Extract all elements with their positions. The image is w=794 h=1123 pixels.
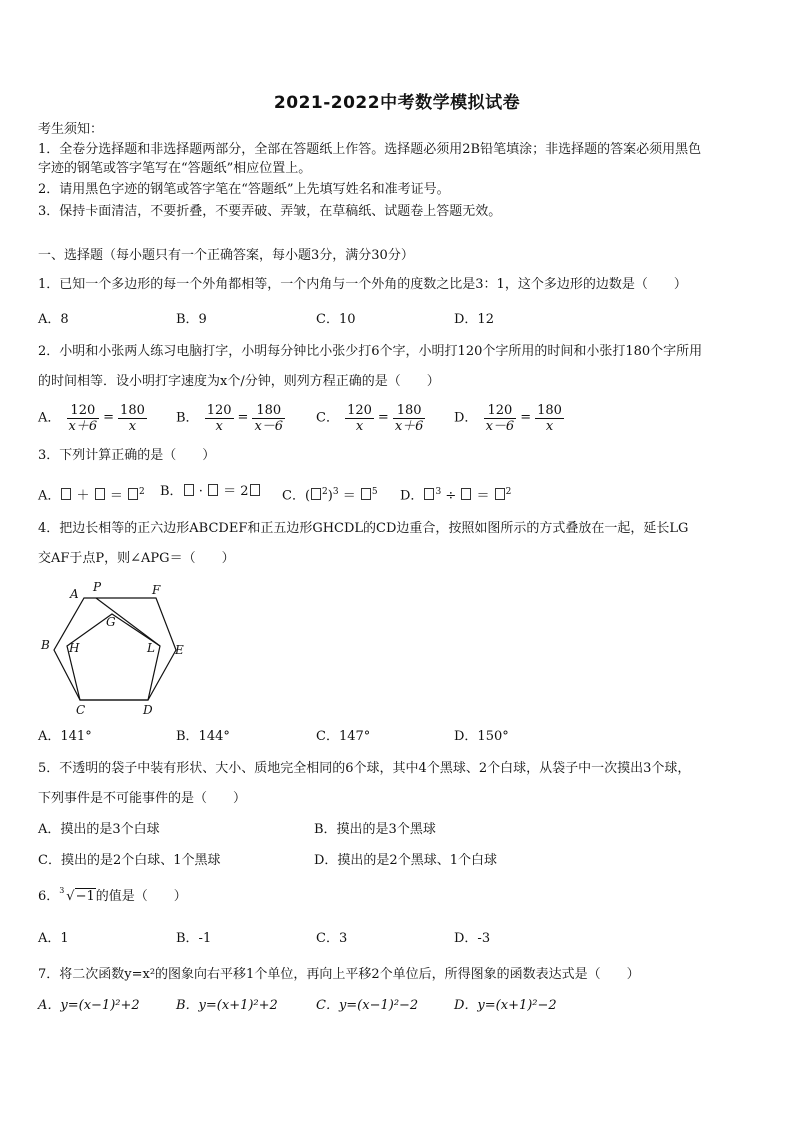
question-4-stem-line-2: 交AF于点P，则∠APG＝（ ）: [38, 551, 235, 566]
equals-sign: ＝: [342, 488, 356, 504]
placeholder-box: [424, 488, 434, 500]
question-4-options: [38, 726, 758, 748]
option-b: B．摸出的是3个黑球: [314, 822, 436, 837]
close-paren: ): [327, 488, 333, 504]
notice-item-1-line-1: 1．全卷分选择题和非选择题两部分，全部在答题纸上作答。选择题必须用2B铅笔填涂；非选择题的答案必须用黑色: [38, 142, 702, 157]
placeholder-box: [61, 488, 71, 500]
option-a: A．141°: [38, 729, 92, 744]
option-b-label: B．: [176, 410, 199, 426]
numerator: 180: [393, 403, 426, 419]
option-c-label: C．: [316, 410, 339, 426]
exponent: 3: [332, 487, 339, 497]
fraction: [484, 403, 517, 434]
numerator: 180: [252, 403, 285, 419]
option-a: A．摸出的是3个白球: [38, 822, 160, 837]
fraction: [67, 403, 100, 434]
exponent: 3: [435, 487, 442, 497]
exponent: 2: [322, 487, 328, 497]
numerator: 120: [67, 403, 100, 419]
option-b: B．-1: [176, 931, 212, 946]
fraction: [393, 403, 426, 434]
fraction: [535, 403, 564, 434]
radicand: −1: [75, 889, 95, 904]
cube-root: 3 √−1: [59, 882, 95, 912]
denominator: x＋6: [394, 418, 424, 434]
equals-sign: ＝: [109, 488, 123, 504]
question-6-suffix: 的值是（ ）: [95, 889, 187, 904]
coefficient: 2: [240, 484, 249, 499]
point-label-f: F: [152, 583, 161, 597]
equals-sign: =: [237, 410, 249, 425]
question-7-options: [38, 995, 758, 1017]
placeholder-box: [208, 484, 218, 496]
option-a: A．8: [38, 312, 69, 327]
placeholder-box: [495, 488, 505, 500]
plus-sign: ＋: [76, 488, 90, 504]
denominator: x: [215, 418, 223, 434]
divide-sign: ÷: [445, 488, 457, 504]
fraction: [252, 403, 285, 434]
equals-sign: ＝: [476, 488, 490, 504]
question-1-options: [38, 309, 758, 331]
question-6-number: 6．: [38, 889, 60, 904]
option-a: [38, 398, 149, 439]
option-d: D．12: [454, 312, 494, 327]
fraction: [345, 403, 374, 434]
denominator: x－6: [254, 418, 284, 434]
option-c: C．147°: [316, 729, 371, 744]
question-5-options-row-1: [38, 819, 758, 841]
notice-item-3: 3．保持卡面清洁，不要折叠，不要弄破、弄皱，在草稿纸、试题卷上答题无效。: [38, 204, 502, 219]
question-5-stem-line-1: 5．不透明的袋子中装有形状、大小、质地完全相同的6个球，其中4个黑球、2个白球，从袋子中一次摸出3个球，: [38, 761, 691, 776]
option-b: B．144°: [176, 729, 230, 744]
fraction: [205, 403, 234, 434]
option-a-label: A．: [38, 410, 61, 426]
exponent: 5: [371, 487, 378, 497]
option-a: A．y=(x−1)²+2: [38, 998, 140, 1013]
option-b: B．y=(x+1)²+2: [176, 998, 278, 1013]
denominator: x: [355, 418, 364, 434]
placeholder-box: [250, 484, 260, 496]
notice-heading: 考生须知：: [38, 122, 104, 137]
point-label-e: E: [175, 643, 184, 657]
question-6-options: [38, 928, 758, 950]
question-7-stem: 7．将二次函数y=x²的图象向右平移1个单位，再向上平移2个单位后，所得图象的函数表达式是（ ）: [38, 967, 640, 982]
question-5-stem-line-2: 下列事件是不可能事件的是（ ）: [38, 791, 247, 806]
option-c: [316, 398, 427, 439]
question-2-options: [38, 398, 758, 438]
option-a: A．1: [38, 931, 69, 946]
section-heading: 一、选择题（每小题只有一个正确答案，每小题3分，满分30分）: [38, 248, 414, 263]
placeholder-box: [128, 488, 138, 500]
numerator: 120: [206, 402, 232, 418]
option-d: D．-3: [454, 931, 491, 946]
placeholder-box: [311, 488, 321, 500]
point-label-c: C: [76, 703, 86, 717]
option-c: C．10: [316, 312, 356, 327]
point-label-a: A: [70, 587, 79, 601]
option-d-label: D．: [454, 410, 478, 426]
equals-sign: =: [520, 410, 532, 425]
exponent: 2: [138, 487, 145, 497]
hexagon-pentagon-figure: [36, 578, 196, 718]
point-label-b: B: [41, 638, 50, 652]
question-2-stem-line-2: 的时间相等．设小明打字速度为x个/分钟，则列方程正确的是（ ）: [38, 374, 440, 389]
option-c-label: C．: [282, 488, 305, 504]
option-b: [176, 398, 287, 439]
fraction: [118, 403, 147, 434]
point-label-g: G: [106, 615, 116, 629]
point-label-d: D: [143, 703, 153, 717]
option-d: D．150°: [454, 729, 509, 744]
root-index: 3: [59, 886, 65, 895]
option-c: C．摸出的是2个白球、1个黑球: [38, 853, 221, 868]
placeholder-box: [461, 488, 471, 500]
placeholder-box: [95, 488, 105, 500]
notice-item-2: 2．请用黑色字迹的钢笔或答字笔在“答题纸”上先填写姓名和准考证号。: [38, 182, 450, 197]
question-4-stem-line-1: 4．把边长相等的正六边形ABCDEF和正五边形GHCDL的CD边重合，按照如图所示的方式叠放在一起，延长LG: [38, 521, 689, 536]
question-2-stem-line-1: 2．小明和小张两人练习电脑打字，小明每分钟比小张少打6个字，小明打120个字所用的时间和小张打180个字所用: [38, 344, 703, 359]
point-label-h: H: [69, 641, 80, 655]
question-1-stem: 1．已知一个多边形的每一个外角都相等，一个内角与一个外角的度数之比是3：1，这个多边形的边数是（ ）: [38, 277, 687, 292]
placeholder-box: [361, 488, 371, 500]
notice-item-1-line-2: 字迹的钢笔或答字笔写在“答题纸”相应位置上。: [38, 161, 312, 176]
option-c: C．y=(x−1)²−2: [316, 998, 419, 1013]
question-3-stem: 3．下列计算正确的是（ ）: [38, 448, 216, 463]
denominator: x: [545, 418, 554, 434]
option-c: C．3: [316, 931, 348, 946]
option-d: D．摸出的是2个黑球、1个白球: [314, 853, 497, 868]
numerator: 180: [120, 402, 145, 418]
numerator: 180: [537, 402, 562, 418]
exponent: 2: [505, 487, 512, 497]
page-title: 2021-2022中考数学模拟试卷: [273, 93, 521, 113]
denominator: x: [128, 418, 137, 434]
option-c: [282, 481, 378, 507]
equals-sign: ＝: [223, 484, 237, 499]
numerator: 120: [347, 402, 372, 418]
option-d-label: D．: [400, 488, 424, 504]
option-b-label: B．: [160, 484, 183, 499]
open-paren: (: [304, 488, 311, 504]
point-label-p: P: [93, 580, 102, 594]
dot-sign: ·: [198, 484, 203, 499]
option-d: [400, 481, 511, 507]
equals-sign: =: [103, 410, 115, 425]
question-3-options: [38, 481, 758, 503]
option-b: [160, 481, 261, 503]
denominator: x＋6: [68, 418, 98, 434]
equals-sign: =: [377, 410, 389, 425]
question-5-options-row-2: [38, 850, 758, 872]
question-6-stem: [38, 882, 758, 912]
option-d: [454, 398, 566, 439]
denominator: x－6: [485, 418, 515, 434]
option-a-label: A．: [38, 488, 61, 504]
numerator: 120: [484, 403, 517, 419]
placeholder-box: [184, 484, 194, 496]
point-label-l: L: [147, 641, 155, 655]
option-d: D．y=(x+1)²−2: [454, 998, 557, 1013]
option-b: B．9: [176, 312, 207, 327]
option-a: [38, 481, 145, 507]
